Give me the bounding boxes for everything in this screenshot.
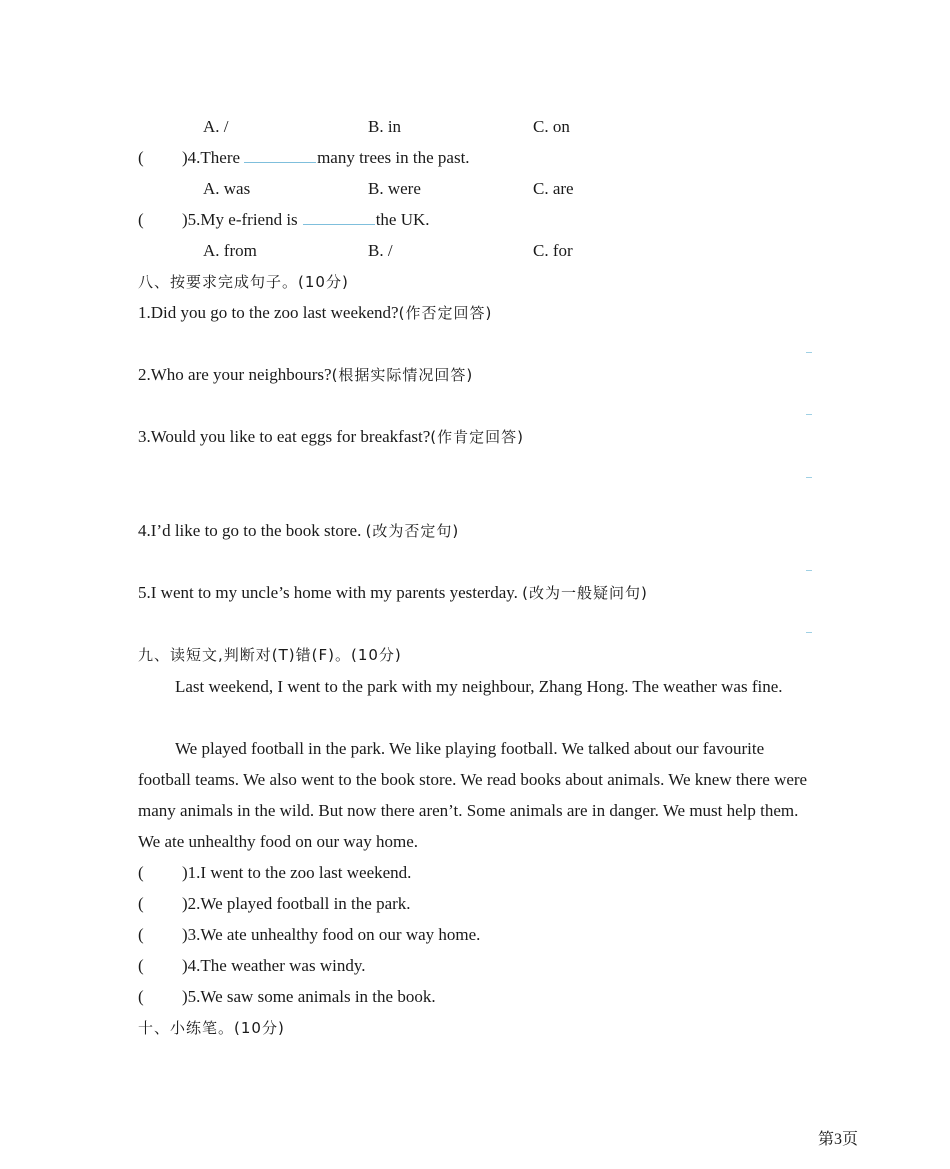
section-8-title: 八、按要求完成句子。(10分) (138, 273, 349, 291)
judge-item-5 (138, 987, 436, 1007)
reading-paragraph-2: We played football in the park. We like playing football. We talked about our favourite football teams. We also went to the book store. We read books about animals. We knew there were many animals in the wild. But now there aren’t. Some animals are in danger. We must help them. We ate unhealthy food on our way home. (138, 739, 808, 851)
item-note: (改为一般疑问句) (522, 584, 648, 602)
q4-option-b: B. were (368, 179, 421, 198)
question-text: many trees in the past. (317, 148, 470, 167)
item-text: )3.We ate unhealthy food on our way home. (182, 925, 481, 944)
q3-option-c: C. on (533, 117, 570, 136)
question-5 (138, 210, 430, 230)
q5-option-c: C. for (533, 241, 573, 260)
item-text: 2.Who are your neighbours? (138, 365, 332, 384)
answer-paren: ( (138, 148, 144, 167)
q5-option-b: B. / (368, 241, 393, 260)
section-8-item-1 (138, 303, 492, 323)
q3-option-b: B. in (368, 117, 402, 136)
item-text: 4.I’d like to go to the book store. (138, 521, 366, 540)
section-8-item-2 (138, 365, 473, 385)
answer-blank (303, 210, 375, 225)
question-text: There (200, 148, 241, 167)
answer-paren: ( (138, 987, 144, 1006)
item-text: )4.The weather was windy. (182, 956, 366, 975)
item-note: (根据实际情况回答) (331, 366, 474, 384)
section-8-item-3 (138, 427, 524, 447)
section-9-title: 九、读短文,判断对(T)错(F)。(10分) (138, 646, 402, 664)
item-note: (作肯定回答) (430, 428, 524, 446)
question-number: )5. (182, 210, 201, 229)
q5-option-a: A. from (203, 241, 257, 260)
question-4 (138, 148, 470, 168)
judge-item-4 (138, 956, 365, 976)
item-text: 3.Would you like to eat eggs for breakfast? (138, 427, 431, 446)
answer-line-mark (806, 414, 812, 415)
item-note: (作否定回答) (398, 304, 493, 322)
answer-blank (244, 148, 316, 163)
answer-paren: ( (138, 894, 144, 913)
item-note: (改为否定句) (365, 522, 460, 540)
item-text: 5.I went to my uncle’s home with my parents yesterday. (138, 583, 523, 602)
answer-paren: ( (138, 210, 144, 229)
answer-paren: ( (138, 863, 144, 882)
judge-item-2 (138, 894, 411, 914)
q4-option-a: A. was (203, 179, 251, 198)
judge-item-3 (138, 925, 480, 945)
question-number: )4. (182, 148, 201, 167)
reading-paragraph-1: Last weekend, I went to the park with my neighbour, Zhang Hong. The weather was fine. (175, 677, 783, 696)
answer-line-mark (806, 570, 812, 571)
answer-line-mark (806, 477, 812, 478)
judge-item-1 (138, 863, 411, 883)
section-10-title: 十、小练笔。(10分) (138, 1019, 285, 1037)
item-text: )1.I went to the zoo last weekend. (182, 863, 412, 882)
item-text: 1.Did you go to the zoo last weekend? (138, 303, 399, 322)
answer-line-mark (806, 352, 812, 353)
question-text: the UK. (375, 210, 430, 229)
answer-line-mark (806, 632, 812, 633)
page-number: 第3页 (818, 1131, 859, 1148)
section-8-item-4 (138, 521, 459, 541)
section-8-item-5 (138, 583, 648, 603)
item-text: )2.We played football in the park. (182, 894, 411, 913)
q4-option-c: C. are (533, 179, 574, 198)
answer-paren: ( (138, 925, 144, 944)
answer-paren: ( (138, 956, 144, 975)
q3-option-a: A. / (203, 117, 229, 136)
item-text: )5.We saw some animals in the book. (182, 987, 436, 1006)
question-text: My e-friend is (200, 210, 298, 229)
